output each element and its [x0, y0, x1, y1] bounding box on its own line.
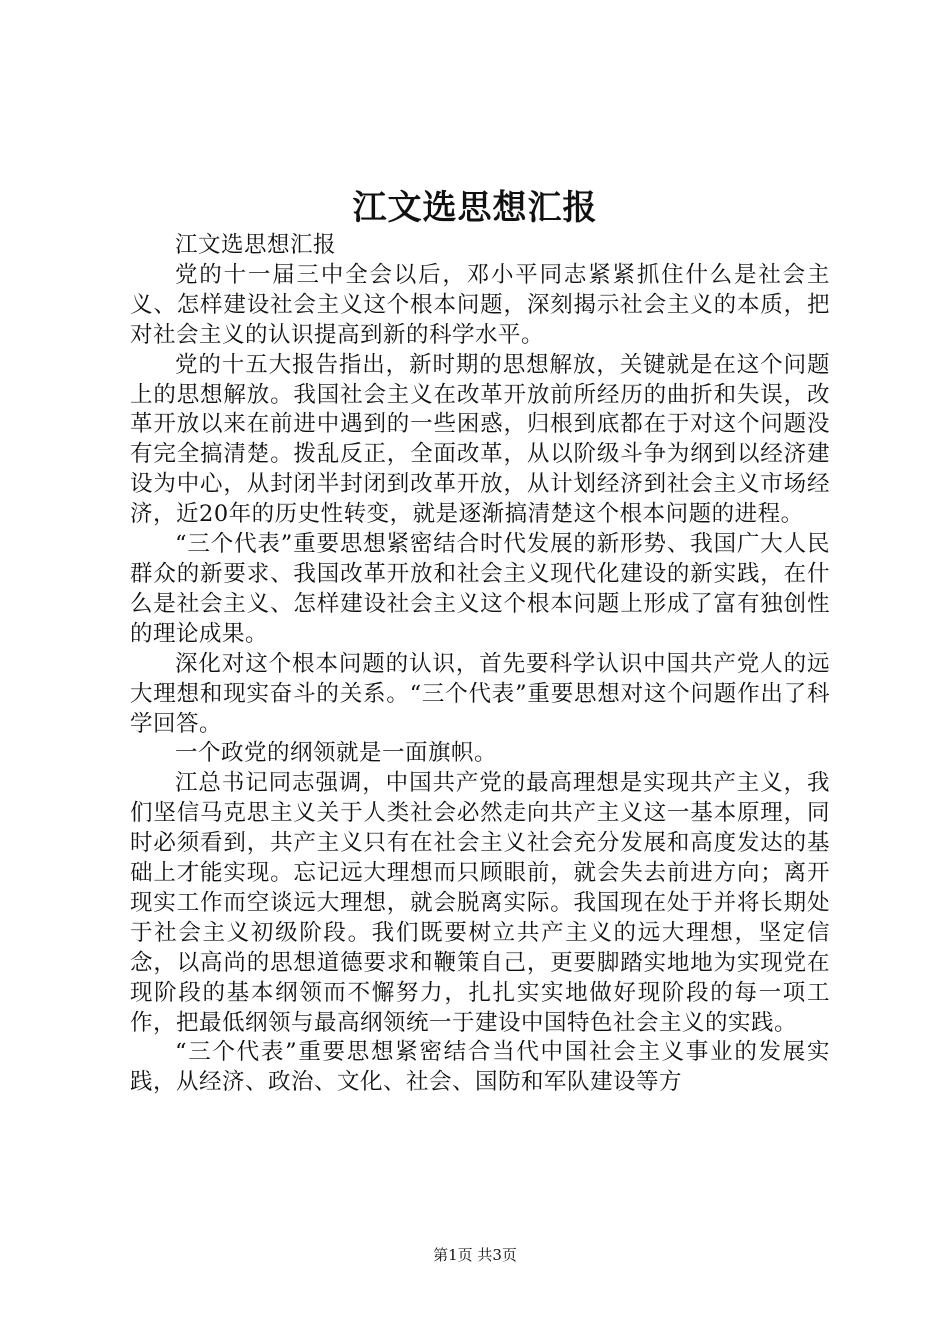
page-footer: 第1页 共3页 [433, 1246, 517, 1264]
paragraph: 江总书记同志强调，中国共产党的最高理想是实现共产主义，我们坚信马克思主义关于人类社会必然走向共产主义这一基本原理，同时必须看到，共产主义只有在社会主义社会充分发展和高度发达的基础上才能实现。忘记远大理想而只顾眼前，就会失去前进方向；离开现实工作而空谈远大理想，就会脱离实际。我国现在处于并将长期处于社会主义初级阶段。我们既要树立共产主义的远大理想，坚定信念，以高尚的思想道德要求和鞭策自己，更要脚踏实地地为实现党在现阶段的基本纲领而不懈努力，扎扎实实地做好现阶段的每一项工作，把最低纲领与最高纲领统一于建设中国特色社会主义的实践。 [130, 770, 830, 1036]
paragraph: 一个政党的纲领就是一面旗帜。 [175, 740, 498, 767]
document-title: 江文选思想汇报 [352, 188, 598, 228]
paragraph: 党的十五大报告指出，新时期的思想解放，关键就是在这个问题上的思想解放。我国社会主义在改革开放前所经历的曲折和失误，改革开放以来在前进中遇到的一些困惑，归根到底都在于对这个问题没有完全搞清楚。拨乱反正，全面改革，从以阶级斗争为纲到以经济建设为中心，从封闭半封闭到改革开放，从计划经济到社会主义市场经济，近20年的历史性转变，就是逐渐搞清楚这个根本问题的进程。 [130, 351, 830, 528]
paragraph: “三个代表”重要思想紧密结合当代中国社会主义事业的发展实践，从经济、政治、文化、社会、国防和军队建设等方 [130, 1039, 830, 1096]
paragraph: 党的十一届三中全会以后，邓小平同志紧紧抓住什么是社会主义、怎样建设社会主义这个根本问题，深刻揭示社会主义的本质，把对社会主义的认识提高到新的科学水平。 [130, 261, 830, 348]
paragraph-subtitle: 江文选思想汇报 [175, 232, 337, 258]
paragraph: “三个代表”重要思想紧密结合时代发展的新形势、我国广大人民群众的新要求、我国改革开放和社会主义现代化建设的新实践，在什么是社会主义、怎样建设社会主义这个根本问题上形成了富有独创性的理论成果。 [130, 531, 830, 647]
document-body [130, 231, 830, 1098]
paragraph: 深化对这个根本问题的认识，首先要科学认识中国共产党人的远大理想和现实奋斗的关系。“三个代表”重要思想对这个问题作出了科学回答。 [130, 650, 830, 737]
